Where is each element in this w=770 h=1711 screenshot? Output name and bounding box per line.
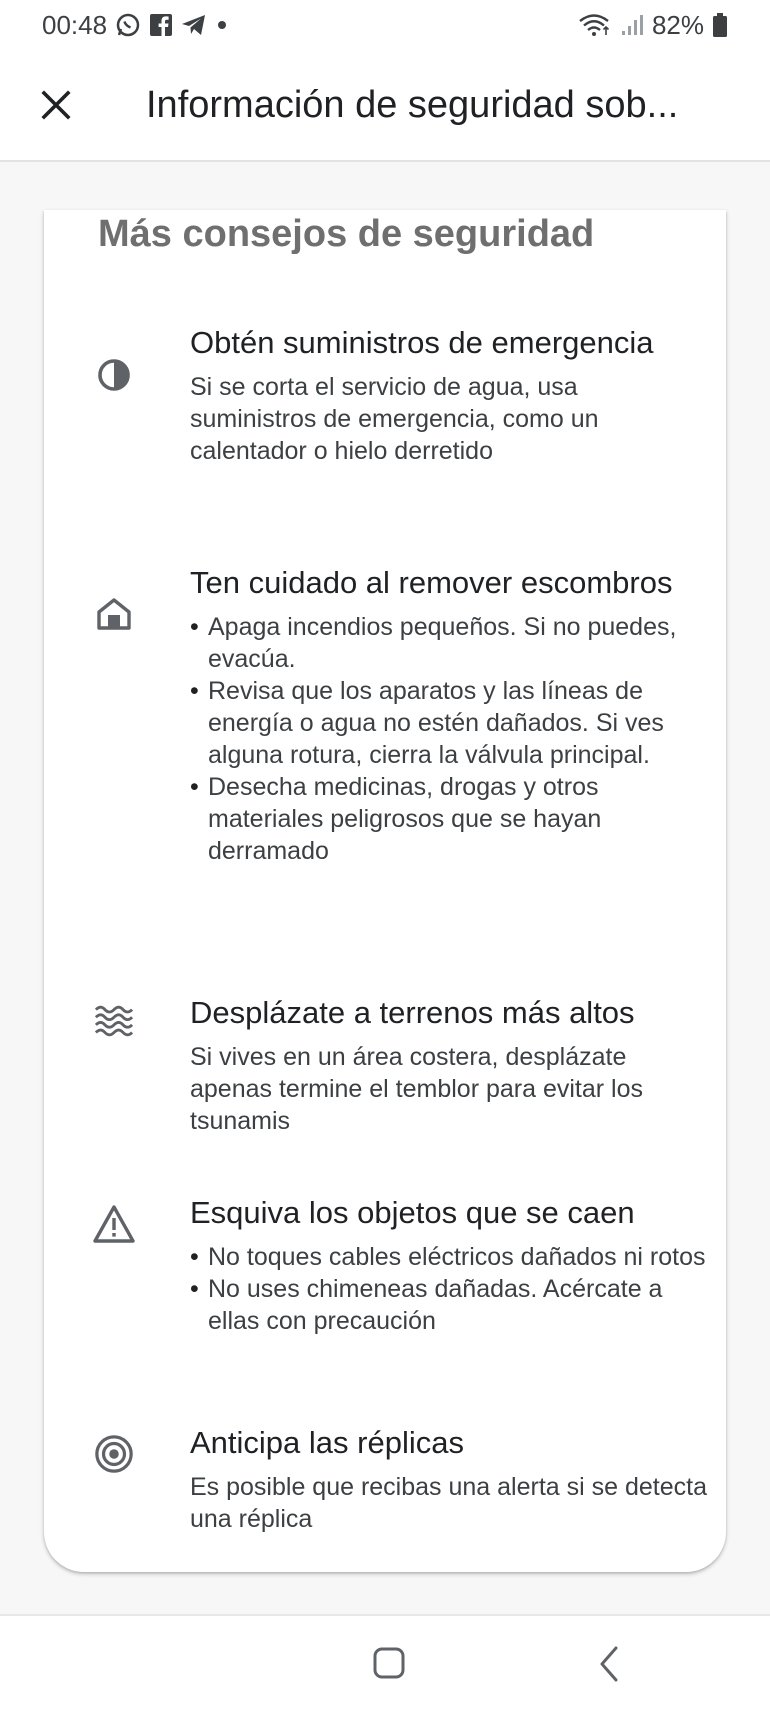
list-item: • No toques cables eléctricos dañados ni rotos [190,1241,710,1273]
wifi-icon [578,13,612,37]
list-item: • Apaga incendios pequeños. Si no puedes, evacúa. [190,611,710,675]
battery-icon [712,12,728,38]
signal-icon [620,13,644,37]
tip-falling-objects [44,1192,726,1362]
list-item: • Revisa que los aparatos y las líneas de energía o agua no estén dañados. Si ves alguna rotura, cierra la válvula principal. [190,675,710,771]
target-icon [94,1434,134,1474]
tip-emergency-supplies [44,322,726,522]
facebook-icon [149,13,173,37]
tip-title: Desplázate a terrenos más altos [190,995,635,1030]
waves-icon [94,1002,134,1042]
status-bar-left [42,10,229,41]
tip-text: Si se corta el servicio de agua, usa suministros de emergencia, como un calentador o hielo derretido [190,373,599,465]
tip-bullet-list [190,611,710,867]
app-bar [0,50,770,162]
list-item: • No uses chimeneas dañadas. Acércate a ellas con precaución [190,1273,710,1337]
tip-title: Obtén suministros de emergencia [190,325,654,360]
safety-tips-card [44,210,726,1572]
telegram-icon [181,13,207,37]
tip-bullet-list [190,1241,710,1337]
close-icon [41,90,71,120]
back-icon[interactable] [592,1644,626,1684]
tip-text: Si vives en un área costera, desplázate apenas termine el temblor para evitar los tsunamis [190,1043,644,1135]
whatsapp-icon [115,12,141,38]
page-title: Información de seguridad sob... [146,83,679,126]
warning-icon [92,1204,136,1244]
status-time: 00:48 [42,9,108,40]
status-bar-right [578,10,728,41]
status-bar [0,0,770,50]
tip-title: Anticipa las réplicas [190,1425,464,1460]
home-icon [94,594,134,634]
dot-icon [215,18,229,32]
tip-text: Es posible que recibas una alerta si se detecta una réplica [190,1473,707,1533]
home-button-icon[interactable] [372,1646,406,1680]
navigation-bar [0,1614,770,1711]
section-title: Más consejos de seguridad [98,213,595,255]
list-item: • Desecha medicinas, drogas y otros materiales peligrosos que se hayan derramado [190,771,710,867]
battery-percent: 82% [651,9,704,40]
tip-debris [44,562,726,922]
tip-higher-ground [44,992,726,1142]
water-drop-half-icon [94,354,134,394]
tip-title: Esquiva los objetos que se caen [190,1195,635,1230]
tip-title: Ten cuidado al remover escombros [190,565,673,600]
close-button[interactable] [28,77,84,133]
tip-aftershocks [44,1422,726,1542]
